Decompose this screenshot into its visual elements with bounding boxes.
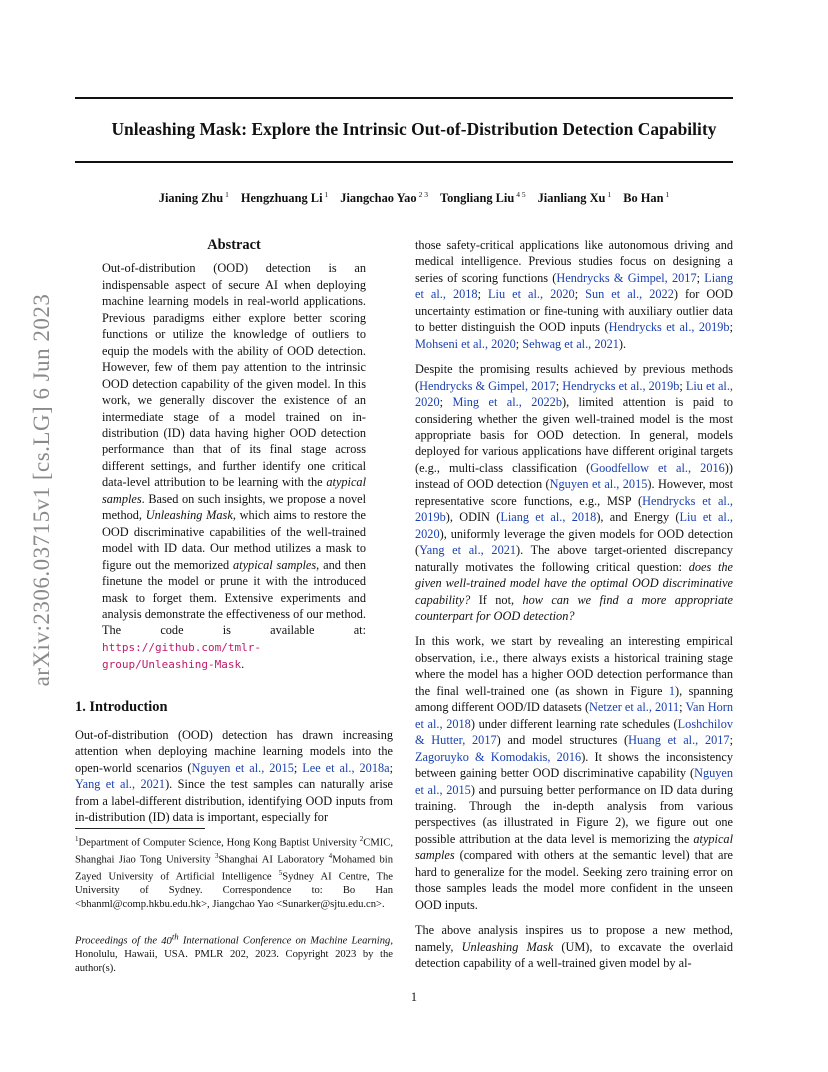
- citation[interactable]: Yang et al., 2021: [419, 543, 517, 558]
- paragraph: Despite the promising results achieved by previous methods (Hendrycks & Gimpel, 2017; Hendrycks et al., 2019b; Liu et al., 2020; Ming et al., 2022b), limited attention is paid to considering whether the given well-trained model is the most appropriate basis for OOD detection. In general, models deployed for various applications have different original targets (e.g., multi-class classification (Goodfellow et al., 2016)) instead of OOD detection (Nguyen et al., 2015). However, most representative score functions, e.g., MSP (Hendrycks et al., 2019b), ODIN (Liang et al., 2018), and Energy (Liu et al., 2020), uniformly leverage the given models for OOD detection (Yang et al., 2021). The above target-oriented discrepancy naturally motivates the following critical question: does the given well-trained model have the optimal OOD discriminative capability? If not, how can we find a more appropriate counterpart for OOD detection?: [415, 362, 734, 623]
- citation[interactable]: Liu et al., 2020: [415, 510, 733, 541]
- citation[interactable]: Hendrycks et al., 2019b: [562, 378, 680, 393]
- citation[interactable]: Sun et al., 2022: [585, 287, 674, 302]
- citation[interactable]: Hendrycks et al., 2019b: [415, 493, 733, 525]
- citation[interactable]: Lee et al., 2018a: [302, 760, 390, 775]
- author-name: Jianing Zhu $^1$: [158, 190, 229, 205]
- author-name: Bo Han $^1$: [623, 190, 670, 205]
- citation[interactable]: Ming et al., 2022b: [452, 395, 562, 410]
- citation[interactable]: Mohseni et al., 2020: [415, 336, 516, 351]
- citation[interactable]: Goodfellow et al., 2016: [590, 460, 725, 475]
- citation[interactable]: Yang et al., 2021: [75, 777, 166, 792]
- abstract-text: Out-of-distribution (OOD) detection is an indispensable aspect of secure AI when deploying machine learning models in real-world applications. Previous paradigms either explore better scoring functions or utilize the knowledge of outliers to equip the models with the ability of OOD detection. However, few of them pay attention to the intrinsic OOD detection capability of the given model. In this work, we generally discover the existence of an intermediate stage of a model trained on in-distribution (ID) data having higher OOD detection performance than that of its final stage across different settings, and further identify one critical data-level attribution to be learning with the atypical samples. Based on such insights, we propose a novel method, Unleashing Mask, which aims to restore the OOD discriminative capabilities of the well-trained model with ID data. Our method utilizes a mask to figure out the memorized atypical samples, and then finetune the model or prune it with the introduced mask to forget them. Extensive experiments and analysis demonstrate the effectiveness of our method. The code is available at: https://github.com/tmlr-group/Unleashing-Mask.: [102, 261, 366, 672]
- page-number: 1: [410, 990, 418, 1004]
- citation[interactable]: Zagoruyko & Komodakis, 2016: [415, 749, 582, 764]
- figure-reference[interactable]: 1: [668, 683, 676, 698]
- citation[interactable]: Netzer et al., 2011: [589, 700, 680, 715]
- author-name: Jiangchao Yao $^{2 3}$: [340, 190, 428, 205]
- citation[interactable]: Huang et al., 2017: [628, 733, 730, 748]
- citation[interactable]: Liu et al., 2020: [415, 378, 733, 410]
- proceedings-note: Proceedings of the 40th International Conference on Machine Learning, Honolulu, Hawaii, USA. PMLR 202, 2023. Copyright 2023 by the author(s).: [75, 931, 393, 974]
- paper-title: Unleashing Mask: Explore the Intrinsic Out-of-Distribution Detection Capability: [111, 119, 717, 139]
- title-rule: [75, 161, 733, 163]
- citation[interactable]: Hendrycks & Gimpel, 2017: [419, 378, 556, 393]
- citation[interactable]: Hendrycks & Gimpel, 2017: [556, 270, 697, 285]
- citation[interactable]: Nguyen et al., 2015: [191, 760, 294, 775]
- author-name: Tongliang Liu $^{4 5}$: [439, 190, 526, 205]
- arxiv-stamp: arXiv:2306.03715v1 [cs.LG] 6 Jun 2023: [29, 293, 54, 687]
- section-heading-introduction: 1. Introduction: [75, 699, 168, 715]
- abstract: [102, 237, 366, 674]
- paragraph: In this work, we start by revealing an interesting empirical observation, i.e., there always exists a historical training stage where the model has a higher OOD detection performance than the final well-trained one (as shown in Figure 1), spanning among different OOD/ID datasets (Netzer et al., 2011; Van Horn et al., 2018) under different learning rate schedules (Loshchilov & Hutter, 2017) and model structures (Huang et al., 2017; Zagoruyko & Komodakis, 2016). It shows the inconsistency between gaining better OOD discriminative capability (Nguyen et al., 2015) and pursuing better performance on ID data during training. Through the in-depth analysis from various perspectives (as illustrated in Figure 2), we figure out one possible attribution at the data level is memorizing the atypical samples (compared with others at the semantic level) that are hard to generalize for the model. Seeking zero training error on those samples leads the model more confident in the unseen OOD inputs.: [415, 634, 734, 912]
- citation[interactable]: Nguyen et al., 2015: [415, 766, 733, 797]
- right-column: [415, 237, 733, 980]
- paragraph: those safety-critical applications like autonomous driving and medical intelligence. Previous studies focus on designing a series of scoring functions (Hendrycks & Gimpel, 2017; Liang et al., 2018; Liu et al., 2020; Sun et al., 2022) for OOD uncertainty estimation or fine-tuning with auxiliary outlier data to better distinguish the OOD inputs (Hendrycks et al., 2019b; Mohseni et al., 2020; Sehwag et al., 2021).: [415, 238, 733, 351]
- citation[interactable]: Van Horn et al., 2018: [415, 700, 733, 731]
- citation[interactable]: Loshchilov & Hutter, 2017: [415, 716, 733, 748]
- citation[interactable]: Liang et al., 2018: [500, 510, 597, 525]
- author-affiliation-mark: 1: [225, 190, 229, 199]
- author-affiliation-mark: 1: [607, 190, 612, 199]
- author-affiliation-mark: 1: [665, 190, 670, 199]
- intro-paragraph: Out-of-distribution (OOD) detection has drawn increasing attention when deploying machine learning models into the open-world scenarios (Nguyen et al., 2015; Lee et al., 2018a; Yang et al., 2021). Since the test samples can naturally arise from a label-different distribution, identifying OOD inputs from in-distribution (ID) data is important, especially for: [75, 728, 393, 825]
- footnote-rule: [75, 828, 205, 829]
- author-name: Jianliang Xu $^1$: [537, 190, 612, 205]
- citation[interactable]: Liang et al., 2018: [415, 270, 733, 302]
- affiliation-footnote: $^1$Department of Computer Science, Hong Kong Baptist University $^2$CMIC, Shanghai Jiao Tong University $^3$Shanghai AI Laboratory $^4$Mohamed bin Zayed University of Artificial Intelligence $^5$Sydney AI Centre, The University of Sydney. Correspondence to: Bo Han <bhanml@comp.hkbu.edu.hk>, Jiangchao Yao <Sunarker@sjtu.edu.cn>.: [75, 835, 393, 910]
- citation[interactable]: Liu et al., 2020: [488, 287, 575, 302]
- author-name: Hengzhuang Li $^1$: [240, 190, 329, 205]
- top-rule: [75, 97, 733, 99]
- author-affiliation-mark: 2 3: [418, 190, 428, 199]
- paragraph: The above analysis inspires us to propose a new method, namely, Unleashing Mask (UM), to excavate the overlaid detection capability of a well-trained given model by al-: [415, 923, 733, 971]
- code-link[interactable]: https://github.com/tmlr-group/Unleashing-Mask: [102, 640, 261, 672]
- author-affiliation-mark: 1: [324, 190, 329, 199]
- citation[interactable]: Nguyen et al., 2015: [549, 477, 648, 492]
- author-list: [40, 190, 788, 206]
- citation[interactable]: Hendrycks et al., 2019b: [608, 320, 730, 335]
- author-affiliation-mark: 4 5: [516, 190, 526, 199]
- citation[interactable]: Sehwag et al., 2021: [522, 336, 619, 351]
- abstract-heading: Abstract: [207, 237, 261, 253]
